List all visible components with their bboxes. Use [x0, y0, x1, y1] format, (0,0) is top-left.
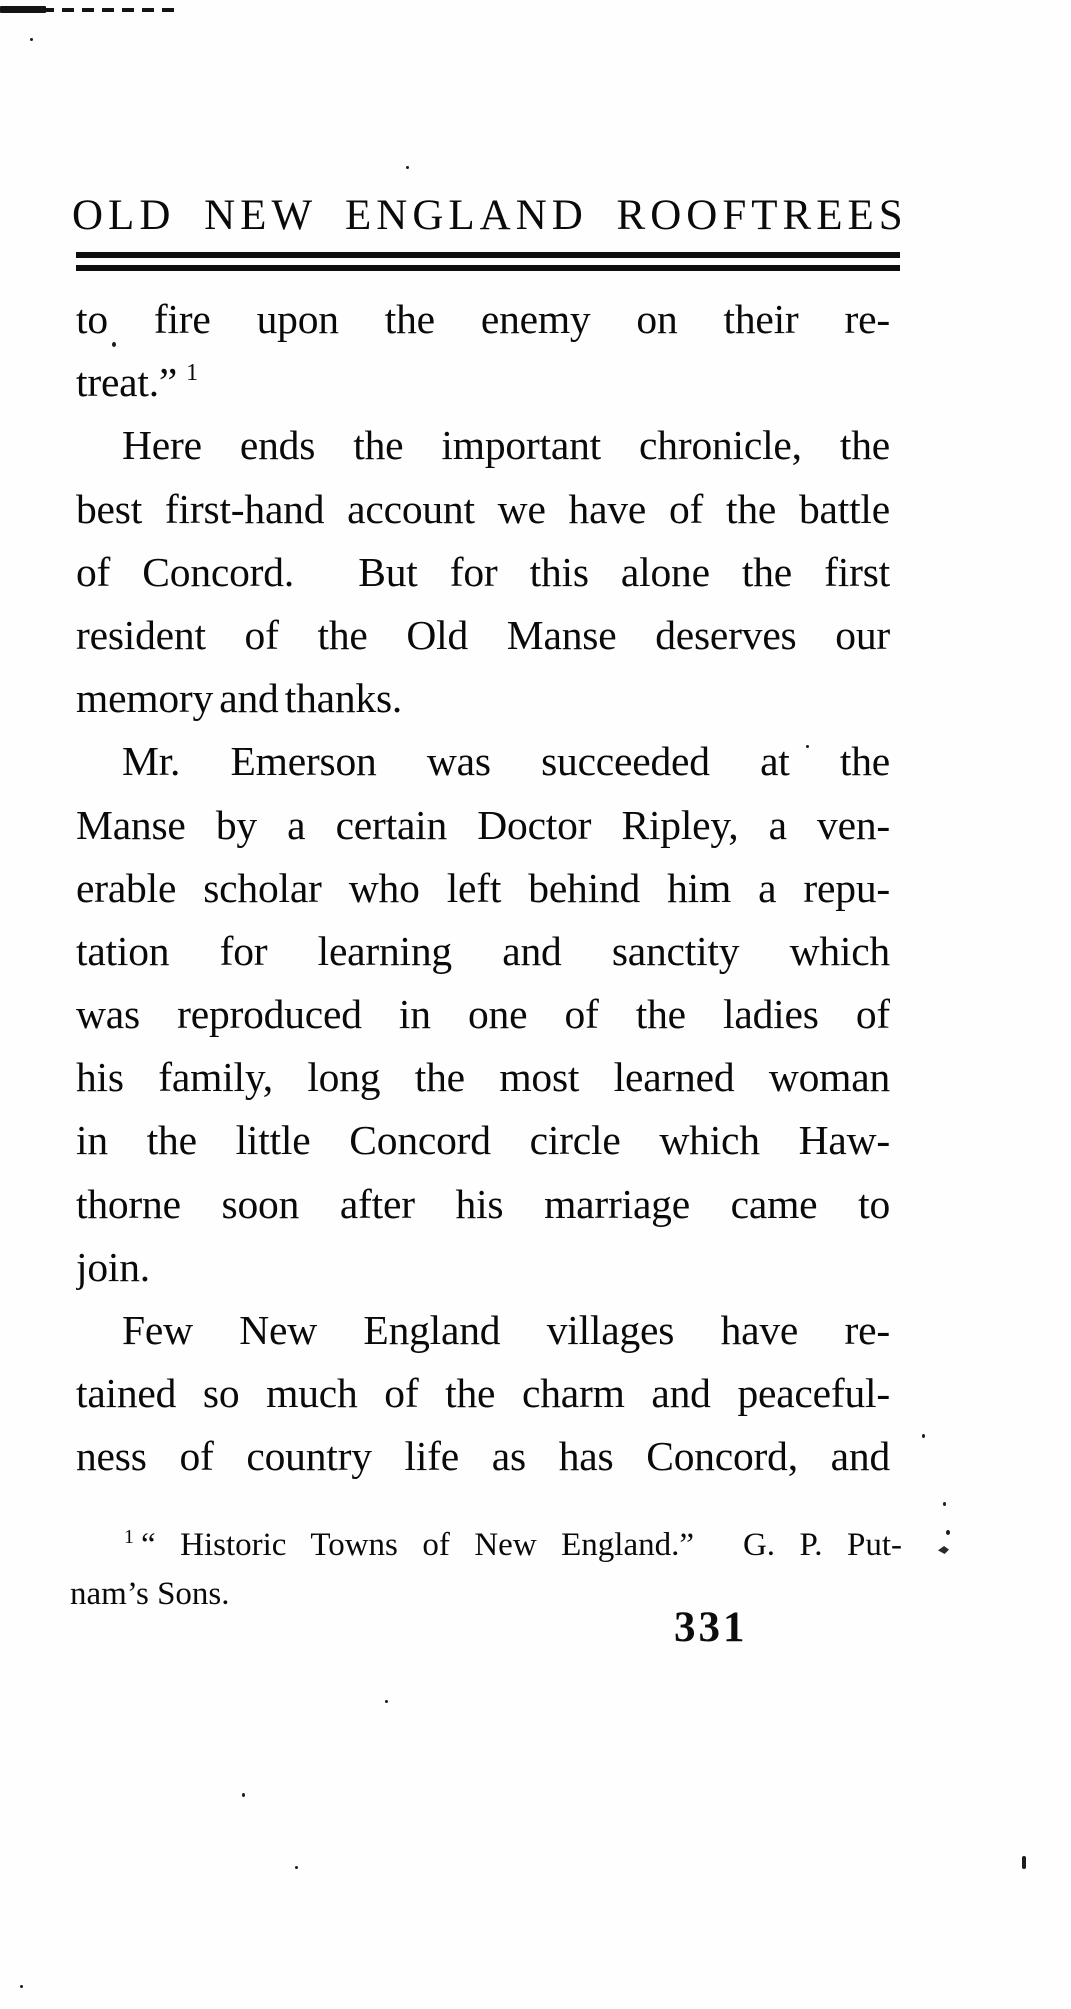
body-line: erable scholar who left behind him a repu-	[76, 864, 890, 911]
body-line: thorne soon after his marriage came to	[76, 1180, 890, 1227]
scan-artifact-arrow	[938, 1546, 949, 1554]
body-line: Mr. Emerson was succeeded at the	[122, 738, 890, 785]
scan-speck	[946, 1530, 950, 1535]
scan-speck	[943, 1502, 946, 1506]
body-line: ness of country life as has Concord, and	[76, 1433, 890, 1480]
body-line	[76, 351, 890, 414]
body-text	[76, 288, 890, 1489]
body-line: in the little Concord circle which Haw-	[76, 1117, 890, 1164]
page-number: 331	[674, 1604, 748, 1651]
body-line: Here ends the important chronicle, the	[122, 422, 890, 469]
scan-speck	[30, 38, 33, 41]
body-line: resident of the Old Manse deserves our	[76, 611, 890, 658]
scan-speck	[295, 1866, 298, 1869]
body-line: tained so much of the charm and peaceful-	[76, 1370, 890, 1417]
body-line: tation for learning and sanctity which	[76, 927, 890, 974]
footnote	[70, 1521, 902, 1619]
running-header: OLD NEW ENGLAND ROOFTREES	[72, 192, 908, 239]
footnote-marker: 1	[124, 1526, 134, 1548]
body-line: his family, long the most learned woman	[76, 1054, 890, 1101]
scan-artifact-tick	[1022, 1856, 1026, 1869]
scan-speck	[20, 1985, 23, 1988]
body-line: of Concord. But for this alone the first	[76, 548, 890, 595]
body-line: Few New England villages have re-	[122, 1307, 890, 1353]
body-line: was reproduced in one of the ladies of	[76, 991, 890, 1038]
footnote-line-2: nam’s Sons.	[70, 1576, 230, 1612]
body-line: memory and thanks.	[76, 675, 403, 722]
footnote-line-1	[70, 1521, 902, 1570]
footnote-text: “ Historic Towns of New England.” G. P. Put-	[141, 1527, 902, 1563]
scan-artifact-dashes	[42, 8, 180, 12]
body-line-text: treat.”	[76, 359, 178, 406]
scan-artifact-smudge	[0, 6, 46, 13]
header-double-rule	[76, 252, 900, 271]
scan-speck	[922, 1434, 925, 1438]
footnote-reference: 1	[186, 360, 199, 387]
scan-speck	[385, 1700, 388, 1703]
scan-speck	[406, 166, 409, 169]
scan-speck	[242, 1793, 245, 1797]
body-line: Manse by a certain Doctor Ripley, a ven-	[76, 801, 890, 848]
body-line: to fire upon the enemy on their re-	[76, 296, 890, 342]
body-line: join.	[76, 1243, 150, 1290]
body-line: best first-hand account we have of the battle	[76, 485, 890, 532]
